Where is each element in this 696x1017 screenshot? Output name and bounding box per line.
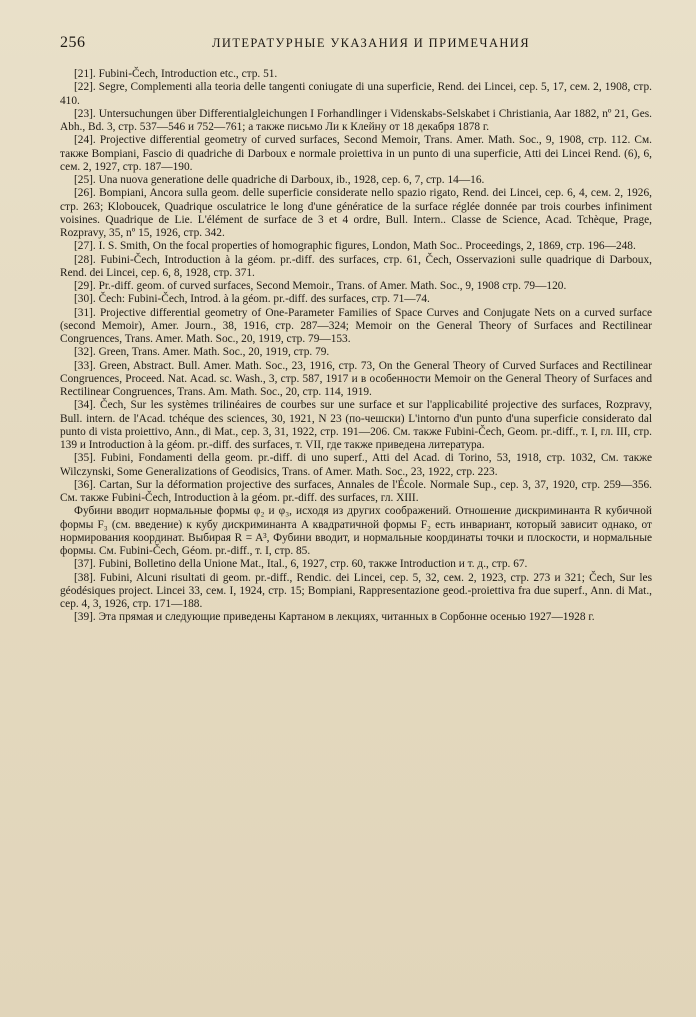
reference-39: [39]. Эта прямая и следующие приведены Картаном в лекциях, читанных в Сорбонне осенью 1927—1928 г. (74, 611, 595, 624)
reference-34: [34]. Čech, Sur les systèmes trilinéaires de courbes sur une surface et sur l'applicabilité projective des surfaces, Rozpravy, Bull. intern. de l'Acad. tchéque des sciences, 30, 1921, N 23 (по-чешски) L'intorno d'un punto d'una superficie considerato dal punto di vista proiettivo, Ann., di Mat., сер. 3, 31, 1922, стр. 191—206. См. также Fubini-Čech, Geom. pr.-diff., т. I, гл. III, стр. 139 и Introduction à la géom. pr.-diff. des surfaces, т. VII, где также приведена литература. (60, 399, 652, 451)
reference-33: [33]. Green, Abstract. Bull. Amer. Math. Soc., 23, 1916, стр. 73, On the General Theory of Curved Surfaces and Rectilinear Congruences, Proceed. Nat. Acad. sc. Wash., 3, стр. 587, 1917 и в особенности Memoir on the General Theory of Surfaces and Rectilinear Congruences, Trans. Am. Math. Soc., 20, стр. 114, 1919. (60, 359, 652, 398)
reference-26: [26]. Bompiani, Ancora sulla geom. delle superficie considerate nello spazio rigato, Rend. dei Lincei, сер. 6, 4, сем. 2, 1926, стр. 263; Kloboucek, Quadrique osculatrice le long d'une génératice de la surface réglée donnée par trois courbes infiniment voisines. Quadrique de Lie. L'élément de surface de 3 et 4 ordre, Bull. Intern.. Classe de Science, Acad. Tchèque, Prage, Rozpravy, 35, nº 15, 1926, стр. 342. (60, 187, 652, 239)
reference-35: [35]. Fubini, Fondamenti della geom. pr.-diff. di uno superf., Atti del Acad. di Torino, 53, 1918, стр. 1032, См. также Wilczynski, Some Generalizations of Geodisics, Trans. of Amer. Math. Soc., 23, 1922, стр. 223. (60, 452, 652, 478)
running-head: ЛИТЕРАТУРНЫЕ УКАЗАНИЯ И ПРИМЕЧАНИЯ (212, 36, 530, 50)
reference-32: [32]. Green, Trans. Amer. Math. Soc., 20, 1919, стр. 79. (74, 346, 330, 359)
reference-21: [21]. Fubini-Čech, Introduction etc., стр. 51. (74, 68, 278, 80)
page-number: 256 (60, 34, 86, 51)
reference-28: [28]. Fubini-Čech, Introduction à la géom. pr.-diff. des surfaces, стр. 61, Čech, Osservazioni sulle quadrique di Darboux, Rend. dei Lincei, сер. 6, 8, 1928, стр. 371. (60, 253, 652, 279)
note-normal-forms: Фубини вводит нормальные формы φ₂ и φ₃, исходя из других соображений. Отношение дискриминанта R кубичной формы F₃ (см. введение) к кубу дискриминанта A квадратичной формы F₂ есть инвариант, который зависит однако, от нормирования координат. Выбирая R = A³, Фубини вводит, и нормальные координаты точки и плоскости, и нормальные формы. См. Fubini-Čech, Géom. pr.-diff., т. I, стр. 85. (60, 505, 652, 557)
reference-36: [36]. Cartan, Sur la déformation projective des surfaces, Annales de l'École. Normale Sup., сер. 3, 37, 1920, стр. 259—356. См. также Fubini-Čech, Introduction à la géom. pr.-diff. des surfaces, гл. XIII. (60, 478, 652, 504)
reference-27: [27]. I. S. Smith, On the focal properties of homographic figures, London, Math Soc.. Proceedings, 2, 1869, стр. 196—248. (74, 240, 636, 253)
references-list (60, 68, 652, 625)
page-header (60, 34, 652, 56)
reference-38: [38]. Fubini, Alcuni risultati di geom. pr.-diff., Rendic. dei Lincei, сер. 5, 32, сем. 2, 1923, стр. 273 и 321; Čech, Sur les géodésiques project. Lincei 33, сем. I, 1924, стр. 15; Bompiani, Rappresentazione geod.-proiettiva fra due superf., Ann. di Mat., сер. 4, 3, 1926, стр. 171—188. (60, 571, 652, 610)
reference-22: [22]. Segre, Complementi alla teoria delle tangenti coniugate di una superficie, Rend. dei Lincei, сер. 5, 17, сем. 2, 1908, стр. 410. (60, 81, 652, 107)
reference-29: [29]. Pr.-diff. geom. of curved surfaces, Second Memoir., Trans. of Amer. Math. Soc., 9, 1908 стр. 79—120. (74, 280, 567, 292)
reference-25: [25]. Una nuova generatione delle quadriche di Darboux, ib., 1928, сер. 6, 7, стр. 14—16. (74, 174, 485, 186)
reference-23: [23]. Untersuchungen über Differentialgleichungen I Forhandlinger i Videnskabs-Selskabet i Christiania, Aar 1882, nº 21, Ges. Abh., Bd. 3, стр. 537—546 и 752—761; а также письмо Ли к Клейну от 18 декабря 1878 г. (60, 107, 652, 133)
reference-30: [30]. Čech: Fubini-Čech, Introd. à la géom. pr.-diff. des surfaces, стр. 71—74. (74, 293, 430, 306)
reference-37: [37]. Fubini, Bolletino della Unione Mat., Ital., 6, 1927, стр. 60, также Introduction и т. д., стр. 67. (74, 558, 528, 571)
reference-31: [31]. Projective differential geometry of One-Parameter Families of Space Curves and Conjugate Nets on a curved surface (second Memoir), Amer. Journ., 38, 1916, стр. 287—324; Memoir on the General Theory of Surfaces and Rectilinear Congruences, Trans. Amer. Math. Soc., 20, 1919, стр. 79—153. (60, 306, 652, 345)
reference-24: [24]. Projective differential geometry of curved surfaces, Second Memoir, Trans. Amer. Math. Soc., 9, 1908, стр. 112. См. также Bompiani, Fascio di quadriche di Darboux e normale proiettiva in un punto di una superficie, Atti dei Lincei Rend. (6), 6, сем. 2, 1927, стр. 187—190. (60, 134, 652, 173)
